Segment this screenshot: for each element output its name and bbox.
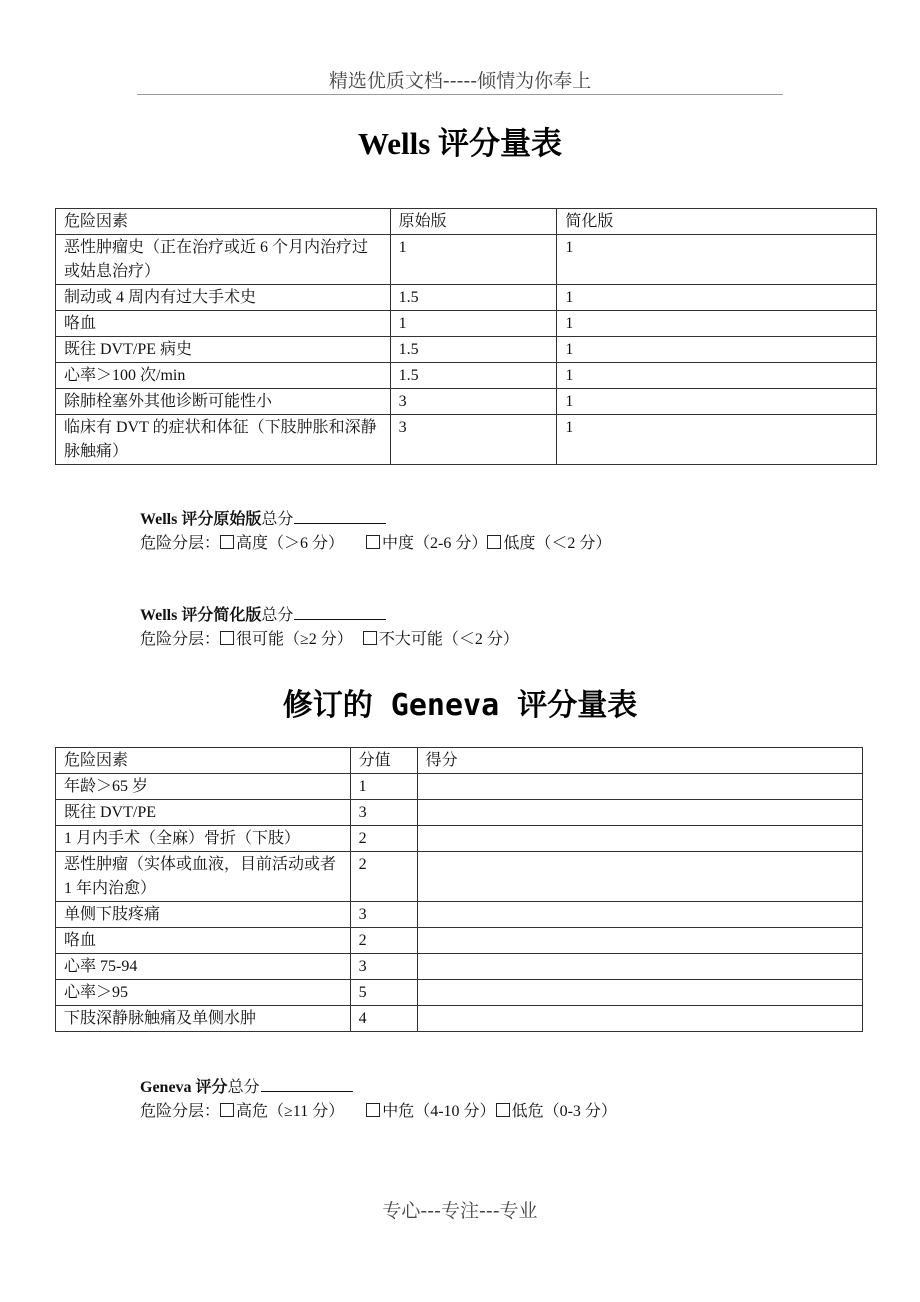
geneva-title: 修订的 Geneva 评分量表 bbox=[282, 688, 638, 723]
simplified-score-cell: 1 bbox=[557, 363, 877, 389]
original-score-cell: 1 bbox=[390, 311, 557, 337]
risk-label: 危险分层： bbox=[140, 631, 221, 648]
value-cell: 2 bbox=[350, 928, 417, 954]
factor-cell: 恶性肿瘤（实体或血液，目前活动或者 1 年内治愈） bbox=[56, 852, 351, 902]
option-low: 低度（＜2 分） bbox=[503, 535, 612, 552]
table-row bbox=[56, 800, 863, 826]
original-score-cell: 1 bbox=[390, 235, 557, 285]
column-header-simplified: 简化版 bbox=[557, 209, 877, 235]
total-label: 总分 bbox=[227, 1079, 260, 1096]
geneva-risk-line bbox=[140, 1100, 617, 1124]
checkbox-likely[interactable] bbox=[220, 631, 234, 645]
table-row bbox=[56, 415, 877, 465]
value-cell: 3 bbox=[350, 902, 417, 928]
wells-table bbox=[55, 208, 877, 465]
value-cell: 1 bbox=[350, 774, 417, 800]
wells-simplified-risk-line bbox=[140, 628, 519, 652]
factor-cell: 心率＞100 次/min bbox=[56, 363, 391, 389]
option-likely: 很可能（≥2 分） bbox=[236, 631, 353, 648]
factor-cell: 既往 DVT/PE bbox=[56, 800, 351, 826]
total-blank-field[interactable] bbox=[261, 1075, 353, 1092]
score-cell[interactable] bbox=[417, 954, 862, 980]
table-row bbox=[56, 311, 877, 337]
table-header-row bbox=[56, 209, 877, 235]
total-blank-field[interactable] bbox=[294, 603, 386, 620]
score-cell[interactable] bbox=[417, 928, 862, 954]
wells-simplified-total-line bbox=[140, 603, 519, 628]
simplified-score-cell: 1 bbox=[557, 415, 877, 465]
checkbox-low[interactable] bbox=[496, 1103, 510, 1117]
table-row bbox=[56, 774, 863, 800]
factor-cell: 1 月内手术（全麻）骨折（下肢） bbox=[56, 826, 351, 852]
wells-original-summary bbox=[140, 507, 611, 556]
simplified-score-cell: 1 bbox=[557, 337, 877, 363]
original-score-cell: 1.5 bbox=[390, 363, 557, 389]
total-label: 总分 bbox=[261, 607, 294, 624]
option-low: 低危（0-3 分） bbox=[511, 1103, 617, 1120]
wells-simplified-summary bbox=[140, 603, 519, 652]
table-row bbox=[56, 902, 863, 928]
factor-cell: 咯血 bbox=[56, 311, 391, 337]
total-label-bold: Wells 评分原始版 bbox=[140, 511, 262, 528]
geneva-total-line bbox=[140, 1075, 617, 1100]
simplified-score-cell: 1 bbox=[557, 285, 877, 311]
checkbox-unlikely[interactable] bbox=[363, 631, 377, 645]
value-cell: 4 bbox=[350, 1006, 417, 1032]
table-row bbox=[56, 826, 863, 852]
value-cell: 3 bbox=[350, 954, 417, 980]
score-cell[interactable] bbox=[417, 1006, 862, 1032]
factor-cell: 除肺栓塞外其他诊断可能性小 bbox=[56, 389, 391, 415]
value-cell: 5 bbox=[350, 980, 417, 1006]
original-score-cell: 3 bbox=[390, 415, 557, 465]
table-row bbox=[56, 389, 877, 415]
risk-label: 危险分层： bbox=[140, 1103, 221, 1120]
table-row bbox=[56, 235, 877, 285]
page-header: 精选优质文档-----倾情为你奉上 bbox=[328, 70, 592, 92]
option-high: 高度（＞6 分） bbox=[236, 535, 345, 552]
wells-original-total-line bbox=[140, 507, 611, 532]
geneva-table bbox=[55, 747, 863, 1032]
option-moderate: 中危（4-10 分） bbox=[382, 1103, 496, 1120]
original-score-cell: 1.5 bbox=[390, 337, 557, 363]
factor-cell: 恶性肿瘤史（正在治疗或近 6 个月内治疗过或姑息治疗） bbox=[56, 235, 391, 285]
factor-cell: 年龄＞65 岁 bbox=[56, 774, 351, 800]
factor-cell: 下肢深静脉触痛及单侧水肿 bbox=[56, 1006, 351, 1032]
total-blank-field[interactable] bbox=[294, 507, 386, 524]
wells-title: Wells 评分量表 bbox=[357, 126, 563, 161]
simplified-score-cell: 1 bbox=[557, 311, 877, 337]
option-moderate: 中度（2-6 分） bbox=[382, 535, 488, 552]
checkbox-moderate[interactable] bbox=[366, 1103, 380, 1117]
table-row bbox=[56, 337, 877, 363]
score-cell[interactable] bbox=[417, 980, 862, 1006]
checkbox-high[interactable] bbox=[220, 1103, 234, 1117]
total-label-bold: Geneva 评分 bbox=[140, 1079, 228, 1096]
column-header-factor: 危险因素 bbox=[56, 748, 351, 774]
factor-cell: 制动或 4 周内有过大手术史 bbox=[56, 285, 391, 311]
table-row bbox=[56, 363, 877, 389]
header-divider bbox=[137, 94, 783, 95]
factor-cell: 咯血 bbox=[56, 928, 351, 954]
value-cell: 2 bbox=[350, 826, 417, 852]
checkbox-high[interactable] bbox=[220, 535, 234, 549]
value-cell: 2 bbox=[350, 852, 417, 902]
score-cell[interactable] bbox=[417, 800, 862, 826]
factor-cell: 心率＞95 bbox=[56, 980, 351, 1006]
simplified-score-cell: 1 bbox=[557, 235, 877, 285]
original-score-cell: 1.5 bbox=[390, 285, 557, 311]
option-unlikely: 不大可能（＜2 分） bbox=[378, 631, 519, 648]
table-row bbox=[56, 928, 863, 954]
score-cell[interactable] bbox=[417, 852, 862, 902]
factor-cell: 既往 DVT/PE 病史 bbox=[56, 337, 391, 363]
table-row bbox=[56, 1006, 863, 1032]
table-header-row bbox=[56, 748, 863, 774]
table-row bbox=[56, 980, 863, 1006]
factor-cell: 单侧下肢疼痛 bbox=[56, 902, 351, 928]
checkbox-low[interactable] bbox=[487, 535, 501, 549]
total-label-bold: Wells 评分简化版 bbox=[140, 607, 262, 624]
column-header-score: 得分 bbox=[417, 748, 862, 774]
column-header-original: 原始版 bbox=[390, 209, 557, 235]
table-row bbox=[56, 954, 863, 980]
factor-cell: 心率 75-94 bbox=[56, 954, 351, 980]
column-header-value: 分值 bbox=[350, 748, 417, 774]
factor-cell: 临床有 DVT 的症状和体征（下肢肿胀和深静脉触痛） bbox=[56, 415, 391, 465]
score-cell[interactable] bbox=[417, 774, 862, 800]
score-cell[interactable] bbox=[417, 902, 862, 928]
wells-original-risk-line bbox=[140, 532, 611, 556]
original-score-cell: 3 bbox=[390, 389, 557, 415]
page-footer: 专心---专注---专业 bbox=[382, 1200, 538, 1222]
option-high: 高危（≥11 分） bbox=[236, 1103, 345, 1120]
total-label: 总分 bbox=[261, 511, 294, 528]
table-row bbox=[56, 285, 877, 311]
simplified-score-cell: 1 bbox=[557, 389, 877, 415]
value-cell: 3 bbox=[350, 800, 417, 826]
score-cell[interactable] bbox=[417, 826, 862, 852]
column-header-factor: 危险因素 bbox=[56, 209, 391, 235]
table-row bbox=[56, 852, 863, 902]
risk-label: 危险分层： bbox=[140, 535, 221, 552]
geneva-summary bbox=[140, 1075, 617, 1124]
checkbox-moderate[interactable] bbox=[366, 535, 380, 549]
